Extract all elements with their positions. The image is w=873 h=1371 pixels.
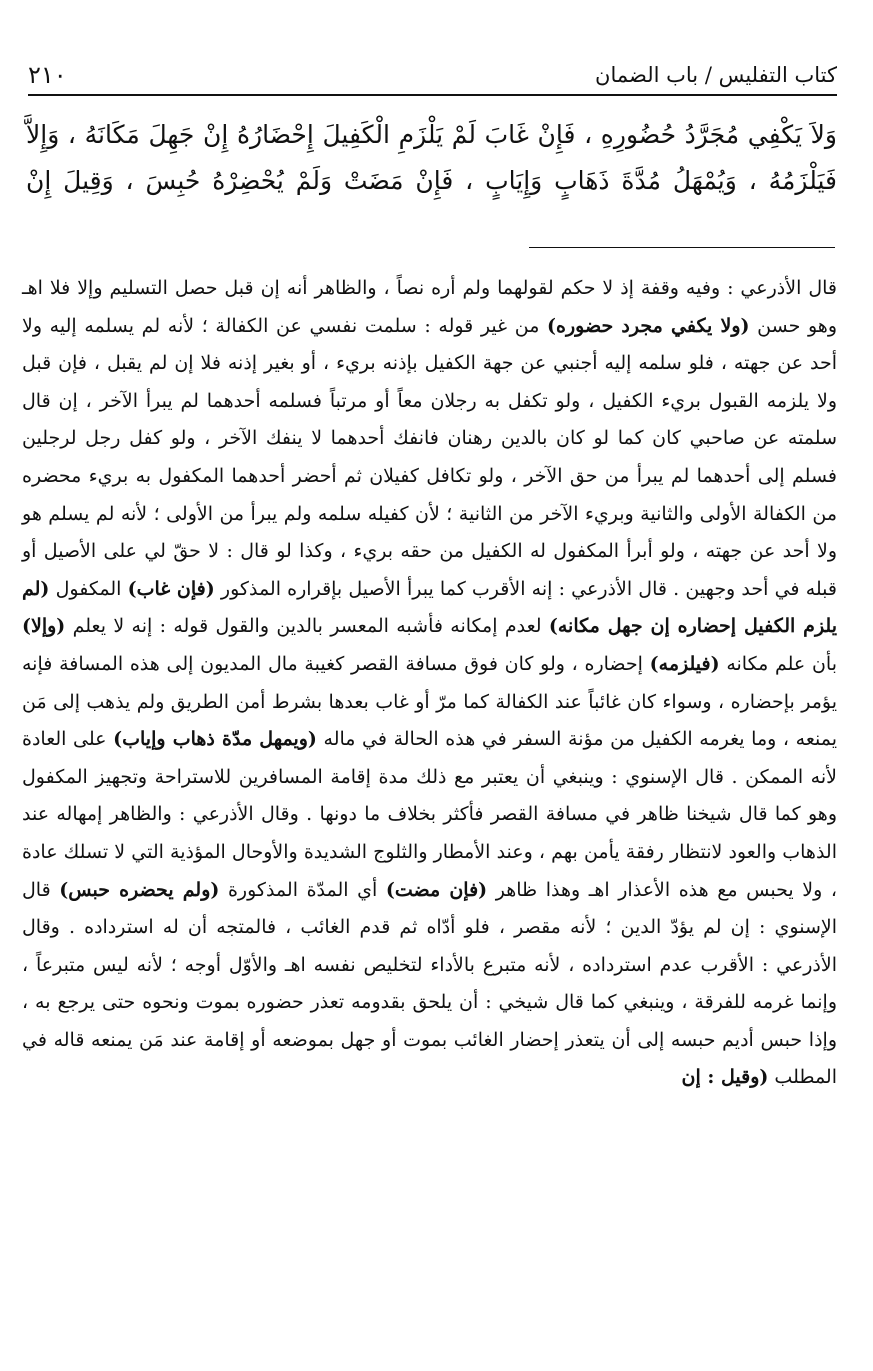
commentary-text: قال الإسنوي : إن لم يؤدّ الدين ؛ لأنه مقصر ، فلو أدّاه ثم قدم الغائب ، فالمتجه أن له استرداده . وقال الأذرعي : الأقرب عدم استرداده ، لأنه متبرع بالأداء لتخليص نفسه اهـ والأوّل أوجه ؛ لأنه ليس متبرعاً ، وإنما غرمه للفرقة ، وينبغي كما قال شيخي : أن يلحق بقدومه تعذر حضوره بموت ونحوه حتى يرجع به ، وإذا حبس أديم حبسه إلى أن يتعذر إحضار الغائب بموت أو جهل بموضعه أو إقامة عند مَن يمنعه قاله في المطلب bbox=[22, 878, 837, 1089]
commentary-block bbox=[22, 270, 837, 1097]
quoted-matn: (لم يلزم الكفيل إحضاره إن جهل مكانه) bbox=[22, 577, 838, 638]
quoted-matn: (وإلا) bbox=[22, 615, 66, 638]
footnote-separator bbox=[529, 247, 835, 248]
main-text: وَلاَ يَكْفِي مُجَرَّدُ حُضُورِهِ ، فَإِنْ غَابَ لَمْ يَلْزَمِ الْكَفِيلَ إِحْضَارُهُ إِنْ جَهِلَ مَكَانَهُ ، وَإِلاَّ فَيَلْزَمُهُ ، وَيُمْهَلُ مُدَّةَ ذَهَابٍ وَإِيَابٍ ، فَإِنْ مَضَتْ وَلَمْ يُحْضِرْهُ حُبِسَ ، وَقِيلَ إِنْ bbox=[26, 120, 837, 195]
quoted-matn: (فإن مضت) bbox=[385, 878, 488, 901]
commentary-text: إحضاره ، ولو كان فوق مسافة القصر كغيبة مال المديون إلى هذه المسافة فإنه يؤمر بإحضاره ، وسواء كان غائباً عند الكفالة كما مرّ أو غاب بعدها بشرط أمن الطريق ولم يذهب إلى مَن يمنعه ، وما يغرمه الكفيل من مؤنة السفر في هذه الحالة في ماله bbox=[22, 652, 837, 751]
header-title: كتاب التفليس / باب الضمان bbox=[595, 63, 837, 87]
quoted-matn: (وقيل : إن bbox=[681, 1066, 769, 1089]
quoted-matn: (ولا يكفي مجرد حضوره) bbox=[547, 314, 750, 337]
running-header bbox=[28, 52, 837, 96]
quoted-matn: (فإن غاب) bbox=[127, 577, 215, 600]
commentary-text: قال الأذرعي : وفيه وقفة إذ لا حكم لقولهما ولم أره نصاً ، والظاهر أنه إن قبل حصل التسليم وإلا فلا اهـ وهو حسن bbox=[22, 277, 837, 337]
commentary-text: لعدم إمكانه فأشبه المعسر بالدين والقول قوله : إنه لا يعلم bbox=[65, 615, 549, 638]
commentary-text: بأن علم مكانه bbox=[719, 652, 837, 675]
commentary-text: أي المدّة المذكورة bbox=[219, 878, 386, 901]
commentary-text: من غير قوله : سلمت نفسي عن الكفالة ؛ لأنه لم يسلمه إليه ولا أحد عن جهته ، فلو سلمه إليه أجنبي عن جهة الكفيل بإذنه بريء ، أو بغير إذنه فلا إن لم يقبل ، فإن قبل ولا يلزمه القبول بريء الكفيل ، ولو تكفل به رجلان معاً أو مرتباً فسلمه أحدهما لم يبرأ الآخر ، إن قال سلمته عن صاحبي كان كما لو كان بالدين رهنان فانفك أحدهما لا ينفك الآخر ، ولو كفل رجل لرجلين فسلم إلى أحدهما لم يبرأ من حق الآخر ، ولو تكافل كفيلان ثم أحضر أحدهما المكفول به بريء محضره من الكفالة الأولى والثانية وبريء الآخر من الثانية ؛ لأن كفيله سلمه ولم يبرأ من الأولى ؛ لأنه لم يسلم هو ولا أحد عن جهته ، ولو أبرأ المكفول له الكفيل من حقه بريء ، وكذا لو قال : لا حقّ لي على الأصيل أو قبله في أحد وجهين . قال الأذرعي : إنه الأقرب كما يبرأ الأصيل بإقراره المذكور bbox=[22, 314, 838, 600]
quoted-matn: (فيلزمه) bbox=[649, 652, 720, 675]
commentary-text: على العادة لأنه الممكن . قال الإسنوي : وينبغي أن يعتبر مع ذلك مدة إقامة المسافرين للاستراحة وتجهيز المكفول وهو كما قال شيخنا ظاهر في مسافة القصر فأكثر بخلاف ما دونها . وقال الأذرعي : والظاهر إمهاله عند الذهاب والعود لانتظار رفقة يأمن بهم ، وعند الأمطار والثلوج الشديدة والأوحال المؤذية التي لا تسلك عادة ، ولا يحبس مع هذه الأعذار اهـ وهذا ظاهر bbox=[22, 728, 837, 901]
page-number: ٢١٠ bbox=[28, 61, 67, 89]
commentary-text: المكفول bbox=[49, 577, 128, 600]
quoted-matn: (ويمهل مدّة ذهاب وإياب) bbox=[113, 728, 317, 751]
quoted-matn: (ولم يحضره حبس) bbox=[59, 878, 220, 901]
main-text-block bbox=[26, 112, 837, 204]
